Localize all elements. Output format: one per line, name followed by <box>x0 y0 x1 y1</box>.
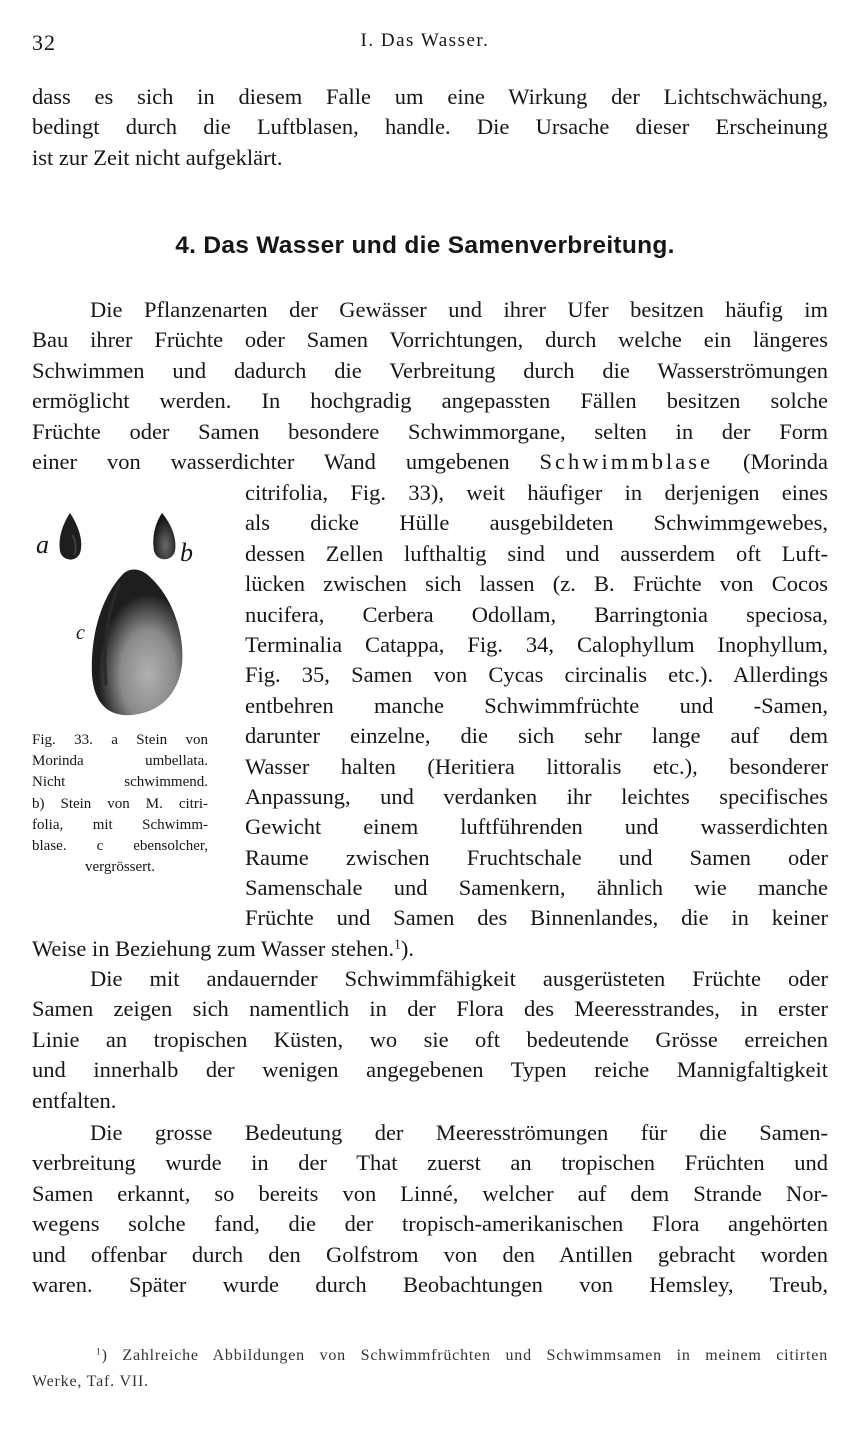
text-line-with-spaced-term <box>32 447 828 477</box>
seed-a <box>59 513 81 560</box>
text-line: entbehren manche Schwimmfrüchte und -Samen, <box>245 692 828 718</box>
text-line: als dicke Hülle ausgebildeten Schwimmgewebes, <box>245 510 828 536</box>
line-part: (Morinda <box>713 448 828 474</box>
caption-line: Fig. 33. a Stein von <box>32 732 208 748</box>
running-head: I. Das Wasser. <box>360 30 490 51</box>
text-line-with-footnote-ref <box>32 934 828 964</box>
text-line: Schwimmen und dadurch die Verbreitung durch die Wasserströmungen <box>32 357 828 383</box>
line-part: einer von wasserdichter Wand umgebenen <box>32 448 540 474</box>
text-line: Linie an tropischen Küsten, wo sie oft bedeutende Grösse erreichen <box>32 1026 828 1052</box>
wrapped-text-column <box>245 478 828 934</box>
text-line: verbreitung wurde in der That zuerst an tropischen Früchten und <box>32 1150 828 1176</box>
text-line: Samenschale und Samenkern, ähnlich wie manche <box>245 875 828 901</box>
footnote-reference: 1 <box>394 936 401 952</box>
figure-label-b: b <box>180 538 193 567</box>
text-line: Die mit andauernder Schwimmfähigkeit ausgerüsteten Früchte oder <box>90 966 828 991</box>
text-line: dass es sich in diesem Falle um eine Wirkung der Lichtschwächung, <box>32 84 828 109</box>
footnote <box>32 1343 828 1395</box>
text-line: Früchte und Samen des Binnenlandes, die in keiner <box>245 905 828 931</box>
text-line: Terminalia Catappa, Fig. 34, Calophyllum Inophyllum, <box>245 631 828 657</box>
figure-33-illustration <box>32 505 212 735</box>
caption-line: blase. c ebensolcher, <box>32 838 208 855</box>
seed-c <box>92 570 183 716</box>
text-line: waren. Später wurde durch Beobachtungen von Hemsley, Treub, <box>32 1271 828 1297</box>
text-line: Raume zwischen Fruchtschale und Samen oder <box>245 844 828 870</box>
figure-caption <box>32 730 208 878</box>
top-paragraph <box>32 82 828 173</box>
text-line: Wasser halten (Heritiera littoralis etc.), besonderer <box>245 753 828 779</box>
caption-line: folia, mit Schwimm- <box>32 816 208 833</box>
seed-b <box>153 513 175 559</box>
caption-line: vergrössert. <box>84 859 156 876</box>
line-part: Weise in Beziehung zum Wasser stehen. <box>32 936 395 961</box>
paragraph-continuation <box>32 934 828 964</box>
text-line: nucifera, Cerbera Odollam, Barringtonia speciosa, <box>245 601 828 627</box>
text-line: lücken zwischen sich lassen (z. B. Früchte von Cocos <box>245 571 828 597</box>
footnote-line: Werke, Taf. VII. <box>32 1373 149 1390</box>
text-line: Anpassung, und verdanken ihr leichtes specifisches <box>245 783 828 809</box>
text-line: bedingt durch die Luftblasen, handle. Die Ursache dieser Erscheinung <box>32 114 828 140</box>
text-line: Bau ihrer Früchte oder Samen Vorrichtungen, durch welche ein längeres <box>32 327 828 353</box>
text-line: Samen erkannt, so bereits von Linné, welcher auf dem Strande Nor- <box>32 1180 828 1206</box>
paragraph-ocean-currents <box>32 1118 828 1300</box>
line-part: ). <box>400 936 414 961</box>
text-line: Die grosse Bedeutung der Meeresströmungen für die Samen- <box>90 1120 828 1145</box>
text-line: ermöglicht werden. In hochgradig angepassten Fällen besitzen solche <box>32 388 828 414</box>
text-line: dessen Zellen lufthaltig sind und ausserdem oft Luft- <box>245 540 828 566</box>
text-line: citrifolia, Fig. 33), weit häufiger in derjenigen eines <box>245 480 828 505</box>
figure-label-c: c <box>76 622 85 644</box>
figure-label-a: a <box>36 530 49 559</box>
section-heading: 4. Das Wasser und die Samenverbreitung. <box>175 232 675 259</box>
text-line: und innerhalb der wenigen angegebenen Typen reiche Mannigfaltigkeit <box>32 1057 828 1083</box>
footnote-text: ) Zahlreiche Abbildungen von Schwimmfrüchten und Schwimmsamen in meinem citirten <box>101 1347 828 1364</box>
text-line: entfalten. <box>32 1087 117 1113</box>
footnote-marker: 1 <box>96 1346 102 1358</box>
text-line: Samen zeigen sich namentlich in der Flora des Meeresstrandes, in erster <box>32 996 828 1022</box>
paragraph-floating-fruits <box>32 964 828 1116</box>
caption-line: Nicht schwimmend. <box>32 774 208 791</box>
page-number: 32 <box>32 30 56 55</box>
footnote-line <box>32 1343 828 1369</box>
page-header <box>0 28 850 58</box>
spaced-term: Schwimmblase <box>539 448 714 474</box>
text-line: Die Pflanzenarten der Gewässer und ihrer Ufer besitzen häufig im <box>90 297 828 322</box>
text-line: wegens solche fand, die der tropisch-amerikanischen Flora angehörten <box>32 1211 828 1237</box>
text-line: ist zur Zeit nicht aufgeklärt. <box>32 144 283 170</box>
caption-line: b) Stein von M. citri- <box>32 795 208 812</box>
figure-33 <box>32 505 212 735</box>
text-line: Gewicht einem luftführenden und wasserdichten <box>245 814 828 840</box>
text-line: darunter einzelne, die sich sehr lange auf dem <box>245 723 828 749</box>
text-line: und offenbar durch den Golfstrom von den Antillen gebracht worden <box>32 1241 828 1267</box>
caption-line: Morinda umbellata. <box>32 753 208 770</box>
text-line: Früchte oder Samen besondere Schwimmorgane, selten in der Form <box>32 418 828 444</box>
paragraph-plant-adaptations <box>32 295 828 477</box>
text-line: Fig. 35, Samen von Cycas circinalis etc.). Allerdings <box>245 662 828 688</box>
